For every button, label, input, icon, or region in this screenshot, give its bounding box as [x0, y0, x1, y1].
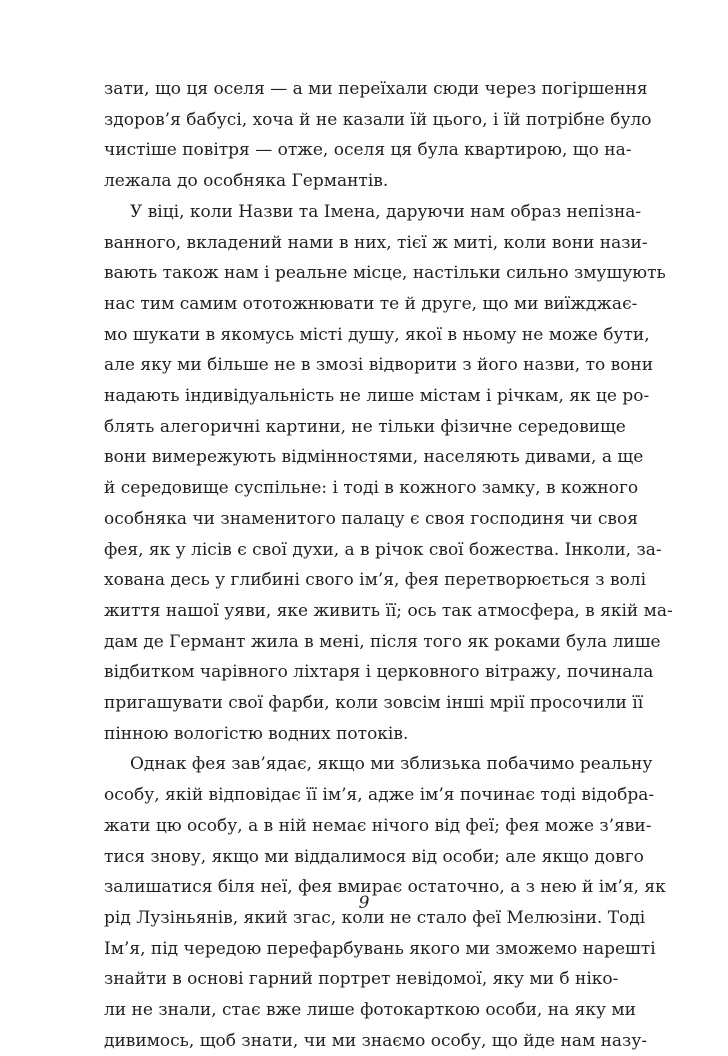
text-line: здоров’я бабусі, хоча й не казали їй цього, і їй потрібне було	[104, 110, 652, 130]
text-line: але яку ми більше не в змозі відворити з його назви, то вони	[104, 355, 654, 375]
paragraph-start-line: У віці, коли Назви та Імена, даруючи нам образ непізна-	[130, 202, 642, 222]
text-line: знайти в основі гарний портрет невідомої, яку ми б ніко-	[104, 969, 619, 989]
text-line: блять алегоричні картини, не тільки фізичне середовище	[104, 417, 626, 437]
text-line: ванного, вкладений нами в них, тієї ж миті, коли вони нази-	[104, 233, 648, 253]
text-line: життя нашої уяви, яке живить її; ось так атмосфера, в якій ма-	[104, 601, 673, 621]
text-line: жати цю особу, а в ній немає нічого від феї; фея може з’яви-	[104, 816, 652, 836]
text-line: ли не знали, стає вже лише фотокарткою особи, на яку ми	[104, 1000, 636, 1020]
text-line: вають також нам і реальне місце, настільки сильно змушують	[104, 263, 666, 283]
text-line: пінною вологістю водних потоків.	[104, 724, 409, 744]
text-line: пригашувати свої фарби, коли зовсім інші мрії просочили її	[104, 693, 644, 713]
page-number: 9	[358, 893, 370, 913]
text-line: тися знову, якщо ми віддалимося від особи; але якщо довго	[104, 847, 644, 867]
text-line: дивимось, щоб знати, чи ми знаємо особу, що йде нам назу-	[104, 1031, 648, 1051]
text-line: чистіше повітря — отже, оселя ця була квартирою, що на-	[104, 140, 632, 160]
text-line: відбитком чарівного ліхтаря і церковного вітражу, починала	[104, 662, 654, 682]
text-line: залишатися біля неї, фея вмирає остаточно, а з нею й ім’я, як	[104, 877, 666, 897]
text-line: вони вимережують відмінностями, населяють дивами, а ще	[104, 447, 644, 467]
text-line: особу, якій відповідає її ім’я, адже ім’я починає тоді відобра-	[104, 785, 655, 805]
text-line: нас тим самим ототожнювати те й друге, що ми виїжджає-	[104, 294, 638, 314]
text-line: й середовище суспільне: і тоді в кожного замку, в кожного	[104, 478, 639, 498]
text-line: лежала до особняка Германтів.	[104, 171, 389, 191]
text-line: рід Лузіньянів, який згас, коли не стало феї Мелюзіни. Тоді	[104, 908, 646, 928]
text-line: надають індивідуальність не лише містам і річкам, як це ро-	[104, 386, 650, 406]
text-line: зати, що ця оселя — а ми переїхали сюди через погіршення	[104, 79, 648, 99]
text-line: дам де Германт жила в мені, після того як роками була лише	[104, 632, 661, 652]
text-line: особняка чи знаменитого палацу є своя господиня чи своя	[104, 509, 638, 529]
text-line: мо шукати в якомусь місті душу, якої в ньому не може бути,	[104, 325, 650, 345]
paragraph-start-line: Однак фея зав’ядає, якщо ми зблизька побачимо реальну	[130, 754, 653, 774]
text-line: фея, як у лісів є свої духи, а в річок свої божества. Інколи, за-	[104, 540, 662, 560]
text-line: Ім’я, під чередою перефарбувань якого ми зможемо нарешті	[104, 939, 656, 959]
text-line: хована десь у глибині свого ім’я, фея перетворюється з волі	[104, 570, 647, 590]
